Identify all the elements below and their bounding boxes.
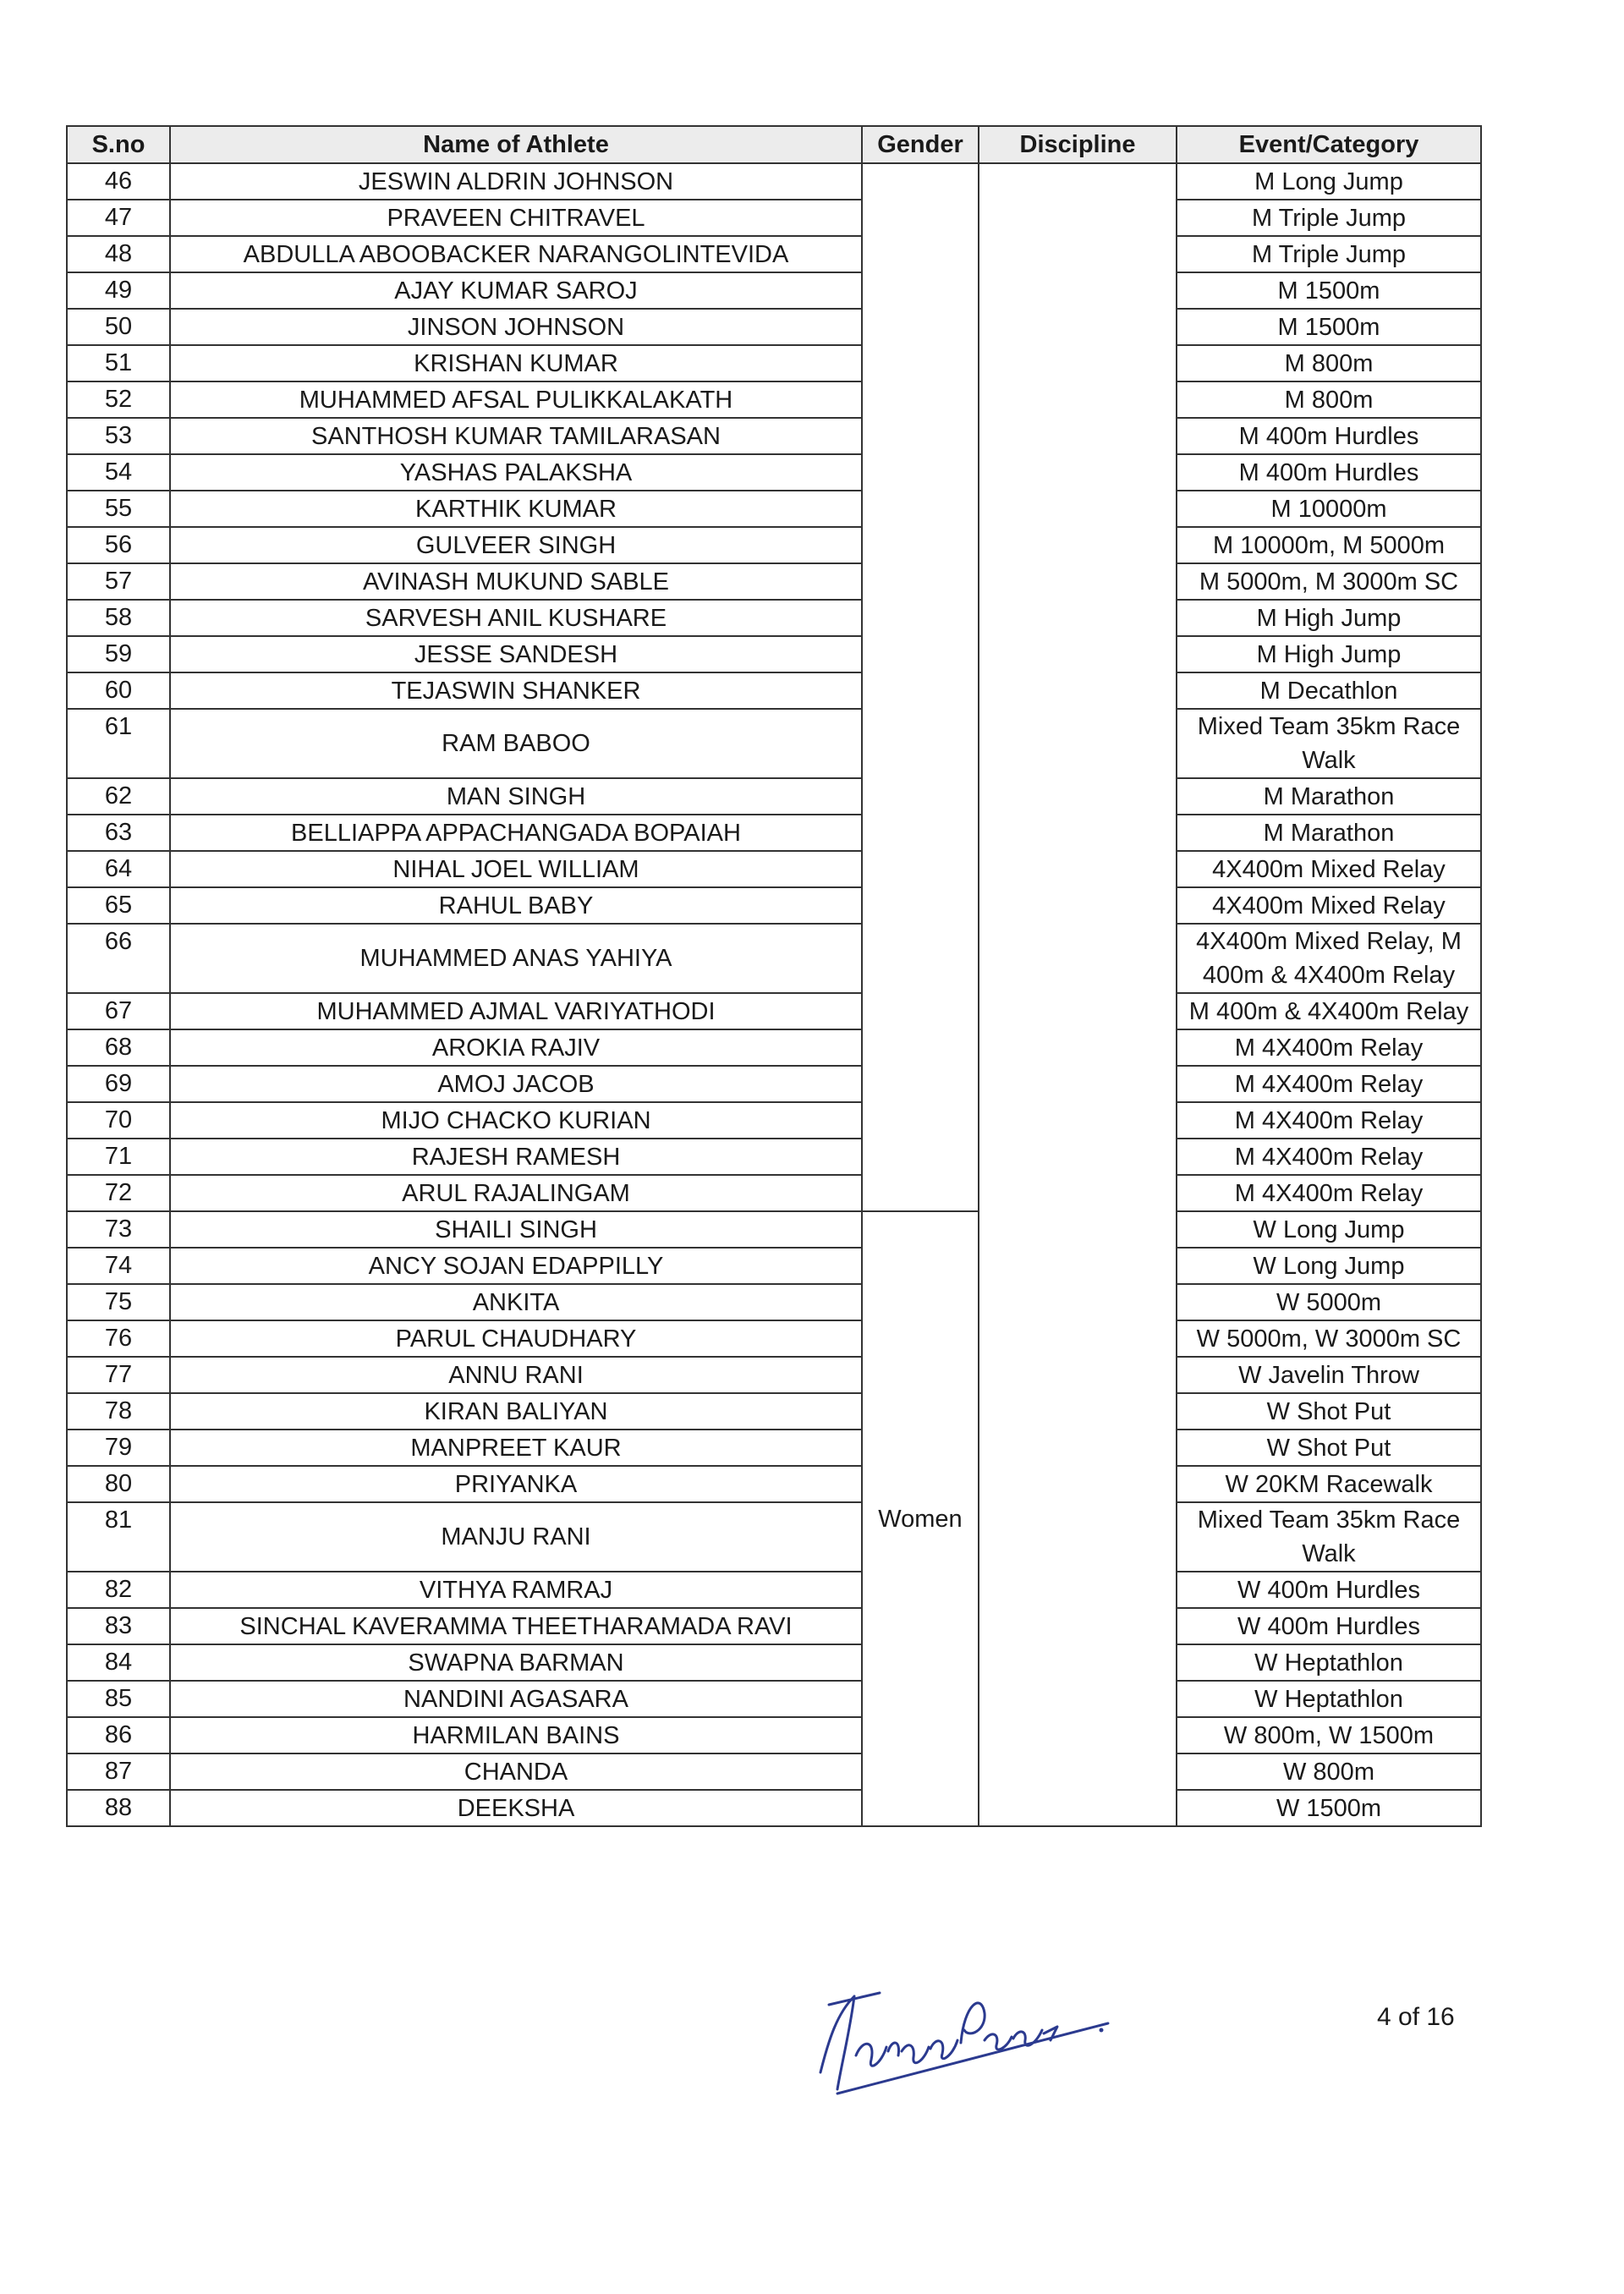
athlete-name-cell: MANPREET KAUR: [170, 1430, 862, 1466]
discipline-cell: [979, 163, 1177, 1826]
table-row: [67, 163, 1481, 200]
table-row: [67, 309, 1481, 345]
athlete-name-cell: AROKIA RAJIV: [170, 1029, 862, 1066]
sno-cell: 63: [67, 815, 170, 851]
table-row: [67, 200, 1481, 236]
athlete-name-cell: KIRAN BALIYAN: [170, 1393, 862, 1430]
athlete-name-cell: ANCY SOJAN EDAPPILLY: [170, 1248, 862, 1284]
event-cell: M Triple Jump: [1177, 200, 1481, 236]
event-cell: M 4X400m Relay: [1177, 1066, 1481, 1102]
sno-cell: 65: [67, 887, 170, 924]
athlete-name-cell: NIHAL JOEL WILLIAM: [170, 851, 862, 887]
event-cell: W Heptathlon: [1177, 1681, 1481, 1717]
athlete-name-cell: MUHAMMED ANAS YAHIYA: [170, 924, 862, 993]
athlete-name-cell: GULVEER SINGH: [170, 527, 862, 563]
table-row: [67, 1466, 1481, 1502]
header-discipline: Discipline: [979, 126, 1177, 163]
table-row: [67, 491, 1481, 527]
table-row: [67, 1357, 1481, 1393]
event-cell: W 5000m: [1177, 1284, 1481, 1320]
athlete-name-cell: SANTHOSH KUMAR TAMILARASAN: [170, 418, 862, 454]
athlete-name-cell: PARUL CHAUDHARY: [170, 1320, 862, 1357]
event-cell: M High Jump: [1177, 600, 1481, 636]
table-row: [67, 1681, 1481, 1717]
event-cell: Mixed Team 35km Race Walk: [1177, 1502, 1481, 1572]
event-cell: W Long Jump: [1177, 1248, 1481, 1284]
sno-cell: 83: [67, 1608, 170, 1644]
table-row: [67, 1284, 1481, 1320]
athlete-name-cell: JESWIN ALDRIN JOHNSON: [170, 163, 862, 200]
event-cell: M 400m & 4X400m Relay: [1177, 993, 1481, 1029]
sno-cell: 54: [67, 454, 170, 491]
event-cell: 4X400m Mixed Relay: [1177, 851, 1481, 887]
event-cell: M Triple Jump: [1177, 236, 1481, 272]
sno-cell: 77: [67, 1357, 170, 1393]
event-cell: M 800m: [1177, 345, 1481, 381]
sno-cell: 59: [67, 636, 170, 672]
sno-cell: 80: [67, 1466, 170, 1502]
event-cell: M 4X400m Relay: [1177, 1102, 1481, 1139]
table-row: [67, 1102, 1481, 1139]
athlete-name-cell: YASHAS PALAKSHA: [170, 454, 862, 491]
table-row: [67, 600, 1481, 636]
event-cell: W 20KM Racewalk: [1177, 1466, 1481, 1502]
athlete-name-cell: PRAVEEN CHITRAVEL: [170, 200, 862, 236]
event-cell: 4X400m Mixed Relay: [1177, 887, 1481, 924]
athlete-name-cell: MANJU RANI: [170, 1502, 862, 1572]
header-name: Name of Athlete: [170, 126, 862, 163]
athlete-name-cell: AMOJ JACOB: [170, 1066, 862, 1102]
sno-cell: 69: [67, 1066, 170, 1102]
athlete-name-cell: MUHAMMED AFSAL PULIKKALAKATH: [170, 381, 862, 418]
athlete-name-cell: SHAILI SINGH: [170, 1211, 862, 1248]
sno-cell: 66: [67, 924, 170, 993]
athlete-name-cell: DEEKSHA: [170, 1790, 862, 1826]
table-row: [67, 1175, 1481, 1211]
athlete-name-cell: NANDINI AGASARA: [170, 1681, 862, 1717]
sno-cell: 73: [67, 1211, 170, 1248]
table-row: [67, 1644, 1481, 1681]
handwritten-signature: [804, 1946, 1125, 2106]
sno-cell: 58: [67, 600, 170, 636]
sno-cell: 51: [67, 345, 170, 381]
athlete-name-cell: MIJO CHACKO KURIAN: [170, 1102, 862, 1139]
table-row: [67, 815, 1481, 851]
event-cell: W 5000m, W 3000m SC: [1177, 1320, 1481, 1357]
sno-cell: 48: [67, 236, 170, 272]
event-cell: W Heptathlon: [1177, 1644, 1481, 1681]
table-row: [67, 527, 1481, 563]
athlete-table: [66, 125, 1482, 1827]
table-row: [67, 1753, 1481, 1790]
athlete-name-cell: ANKITA: [170, 1284, 862, 1320]
event-cell: 4X400m Mixed Relay, M 400m & 4X400m Relay: [1177, 924, 1481, 993]
sno-cell: 53: [67, 418, 170, 454]
event-cell: W 1500m: [1177, 1790, 1481, 1826]
sno-cell: 88: [67, 1790, 170, 1826]
event-cell: M 5000m, M 3000m SC: [1177, 563, 1481, 600]
table-row: [67, 563, 1481, 600]
sno-cell: 70: [67, 1102, 170, 1139]
table-row: [67, 1502, 1481, 1572]
sno-cell: 79: [67, 1430, 170, 1466]
sno-cell: 74: [67, 1248, 170, 1284]
athlete-name-cell: RAHUL BABY: [170, 887, 862, 924]
athlete-name-cell: AJAY KUMAR SAROJ: [170, 272, 862, 309]
table-row: [67, 1320, 1481, 1357]
athlete-name-cell: BELLIAPPA APPACHANGADA BOPAIAH: [170, 815, 862, 851]
sno-cell: 52: [67, 381, 170, 418]
athlete-name-cell: PRIYANKA: [170, 1466, 862, 1502]
table-row: [67, 1248, 1481, 1284]
athlete-name-cell: CHANDA: [170, 1753, 862, 1790]
sno-cell: 56: [67, 527, 170, 563]
athlete-name-cell: MUHAMMED AJMAL VARIYATHODI: [170, 993, 862, 1029]
event-cell: W 800m, W 1500m: [1177, 1717, 1481, 1753]
table-row: [67, 454, 1481, 491]
event-cell: M 800m: [1177, 381, 1481, 418]
table-row: [67, 1029, 1481, 1066]
athlete-name-cell: JESSE SANDESH: [170, 636, 862, 672]
header-event: Event/Category: [1177, 126, 1481, 163]
event-cell: M 1500m: [1177, 309, 1481, 345]
sno-cell: 47: [67, 200, 170, 236]
sno-cell: 60: [67, 672, 170, 709]
athlete-name-cell: VITHYA RAMRAJ: [170, 1572, 862, 1608]
event-cell: M Decathlon: [1177, 672, 1481, 709]
table-row: [67, 418, 1481, 454]
event-cell: M 4X400m Relay: [1177, 1029, 1481, 1066]
event-cell: M Long Jump: [1177, 163, 1481, 200]
sno-cell: 64: [67, 851, 170, 887]
event-cell: W Long Jump: [1177, 1211, 1481, 1248]
event-cell: M 10000m, M 5000m: [1177, 527, 1481, 563]
table-row: [67, 1211, 1481, 1248]
athlete-name-cell: ANNU RANI: [170, 1357, 862, 1393]
event-cell: M 1500m: [1177, 272, 1481, 309]
athlete-name-cell: KRISHAN KUMAR: [170, 345, 862, 381]
event-cell: W 400m Hurdles: [1177, 1572, 1481, 1608]
event-cell: M 400m Hurdles: [1177, 418, 1481, 454]
table-row: [67, 1717, 1481, 1753]
sno-cell: 85: [67, 1681, 170, 1717]
athlete-name-cell: RAJESH RAMESH: [170, 1139, 862, 1175]
event-cell: W Javelin Throw: [1177, 1357, 1481, 1393]
event-cell: M Marathon: [1177, 815, 1481, 851]
table-row: [67, 851, 1481, 887]
sno-cell: 82: [67, 1572, 170, 1608]
gender-cell-men: [862, 163, 979, 1211]
header-sno: S.no: [67, 126, 170, 163]
table-row: [67, 236, 1481, 272]
event-cell: M Marathon: [1177, 778, 1481, 815]
table-row: [67, 1430, 1481, 1466]
athlete-name-cell: ABDULLA ABOOBACKER NARANGOLINTEVIDA: [170, 236, 862, 272]
athlete-name-cell: TEJASWIN SHANKER: [170, 672, 862, 709]
table-row: [67, 636, 1481, 672]
athlete-name-cell: KARTHIK KUMAR: [170, 491, 862, 527]
athlete-name-cell: AVINASH MUKUND SABLE: [170, 563, 862, 600]
table-row: [67, 345, 1481, 381]
sno-cell: 72: [67, 1175, 170, 1211]
event-cell: W 800m: [1177, 1753, 1481, 1790]
athlete-list-page: [66, 125, 1480, 1827]
sno-cell: 67: [67, 993, 170, 1029]
table-row: [67, 778, 1481, 815]
sno-cell: 81: [67, 1502, 170, 1572]
table-row: [67, 1066, 1481, 1102]
table-row: [67, 1608, 1481, 1644]
header-gender: Gender: [862, 126, 979, 163]
table-row: [67, 887, 1481, 924]
sno-cell: 75: [67, 1284, 170, 1320]
page-number: 4 of 16: [1377, 2003, 1455, 2031]
table-row: [67, 924, 1481, 993]
athlete-name-cell: JINSON JOHNSON: [170, 309, 862, 345]
sno-cell: 62: [67, 778, 170, 815]
sno-cell: 55: [67, 491, 170, 527]
sno-cell: 49: [67, 272, 170, 309]
event-cell: W Shot Put: [1177, 1430, 1481, 1466]
athlete-name-cell: MAN SINGH: [170, 778, 862, 815]
event-cell: M 4X400m Relay: [1177, 1139, 1481, 1175]
sno-cell: 71: [67, 1139, 170, 1175]
table-row: [67, 1393, 1481, 1430]
athlete-name-cell: SWAPNA BARMAN: [170, 1644, 862, 1681]
sno-cell: 68: [67, 1029, 170, 1066]
event-cell: M High Jump: [1177, 636, 1481, 672]
table-row: [67, 1139, 1481, 1175]
event-cell: M 10000m: [1177, 491, 1481, 527]
athlete-name-cell: SINCHAL KAVERAMMA THEETHARAMADA RAVI: [170, 1608, 862, 1644]
athlete-name-cell: HARMILAN BAINS: [170, 1717, 862, 1753]
table-row: [67, 1572, 1481, 1608]
table-row: [67, 381, 1481, 418]
event-cell: M 400m Hurdles: [1177, 454, 1481, 491]
gender-cell-women: Women: [862, 1211, 979, 1826]
sno-cell: 87: [67, 1753, 170, 1790]
sno-cell: 86: [67, 1717, 170, 1753]
table-row: [67, 709, 1481, 778]
athlete-name-cell: ARUL RAJALINGAM: [170, 1175, 862, 1211]
sno-cell: 61: [67, 709, 170, 778]
athlete-name-cell: RAM BABOO: [170, 709, 862, 778]
event-cell: Mixed Team 35km Race Walk: [1177, 709, 1481, 778]
sno-cell: 78: [67, 1393, 170, 1430]
sno-cell: 76: [67, 1320, 170, 1357]
event-cell: W 400m Hurdles: [1177, 1608, 1481, 1644]
sno-cell: 84: [67, 1644, 170, 1681]
sno-cell: 57: [67, 563, 170, 600]
sno-cell: 50: [67, 309, 170, 345]
table-row: [67, 993, 1481, 1029]
table-row: [67, 1790, 1481, 1826]
table-row: [67, 672, 1481, 709]
event-cell: M 4X400m Relay: [1177, 1175, 1481, 1211]
table-header-row: [67, 126, 1481, 163]
sno-cell: 46: [67, 163, 170, 200]
athlete-name-cell: SARVESH ANIL KUSHARE: [170, 600, 862, 636]
event-cell: W Shot Put: [1177, 1393, 1481, 1430]
table-row: [67, 272, 1481, 309]
